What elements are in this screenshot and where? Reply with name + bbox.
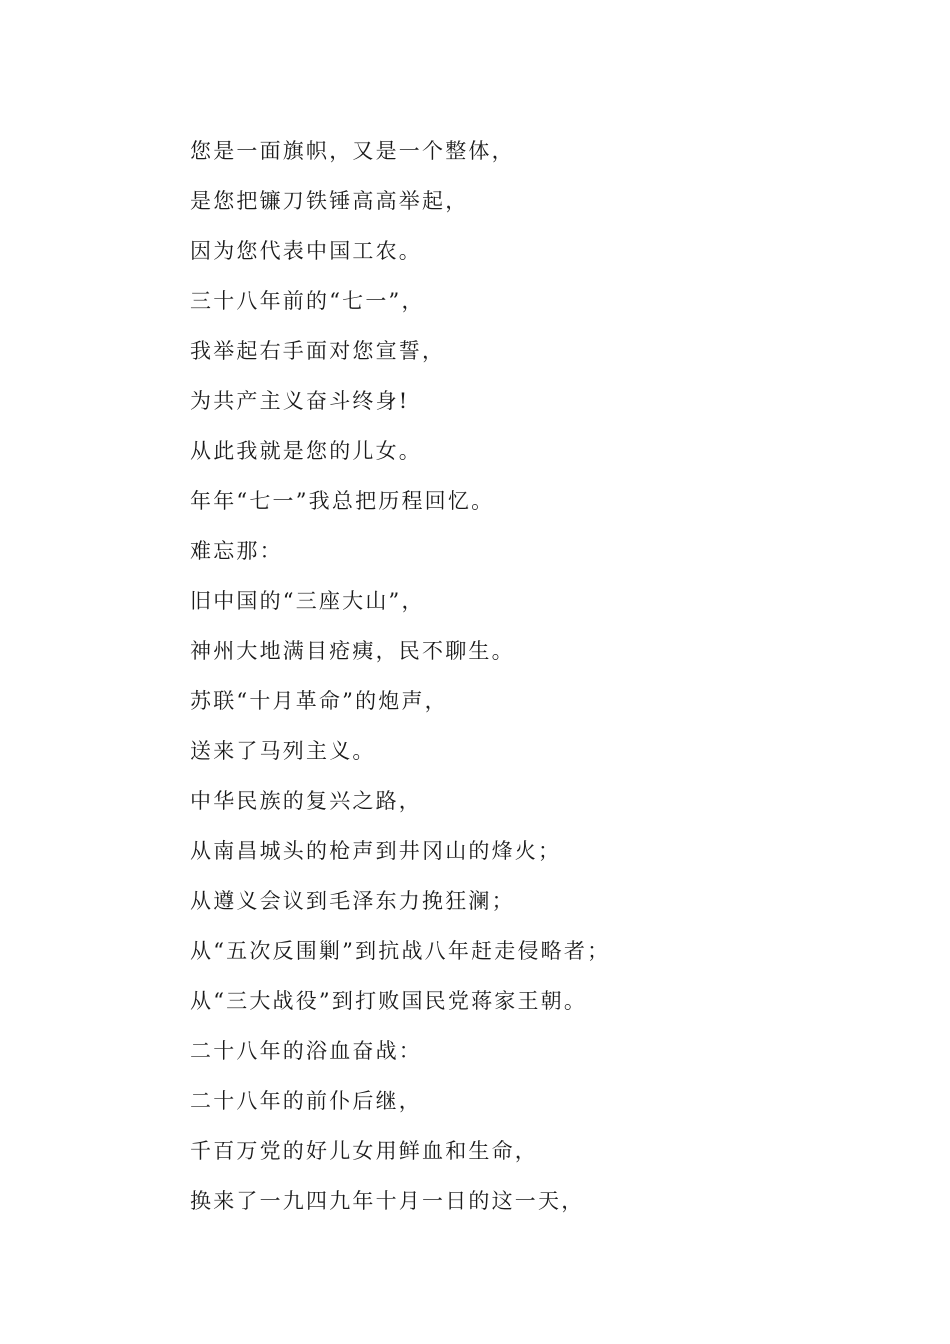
poem-line: 送来了马列主义。 bbox=[190, 739, 376, 763]
poem-line: 年年“七一”我总把历程回忆。 bbox=[190, 489, 495, 513]
poem-line: 旧中国的“三座大山”， bbox=[190, 589, 425, 613]
poem-line: 二十八年的浴血奋战： bbox=[190, 1039, 422, 1063]
poem-line: 因为您代表中国工农。 bbox=[190, 239, 422, 263]
poem-line: 千百万党的好儿女用鲜血和生命， bbox=[190, 1139, 538, 1163]
poem-line: 从“五次反围剿”到抗战八年赶走侵略者； bbox=[190, 939, 611, 963]
poem-line: 从“三大战役”到打败国民党蒋家王朝。 bbox=[190, 989, 588, 1013]
poem-line: 二十八年的前仆后继， bbox=[190, 1089, 422, 1113]
poem-line: 为共产主义奋斗终身! bbox=[190, 389, 410, 413]
poem-line: 中华民族的复兴之路， bbox=[190, 789, 422, 813]
poem-line: 我举起右手面对您宣誓， bbox=[190, 339, 446, 363]
poem-line: 从此我就是您的儿女。 bbox=[190, 439, 422, 463]
poem-line: 是您把镰刀铁锤高高举起， bbox=[190, 189, 469, 213]
poem-line: 从南昌城头的枪声到井冈山的烽火； bbox=[190, 839, 562, 863]
poem-line: 三十八年前的“七一”， bbox=[190, 289, 425, 313]
poem-line: 难忘那： bbox=[190, 539, 283, 563]
poem-line: 从遵义会议到毛泽东力挽狂澜； bbox=[190, 889, 515, 913]
poem-line: 换来了一九四九年十月一日的这一天， bbox=[190, 1189, 585, 1213]
poem-line: 您是一面旗帜，又是一个整体， bbox=[190, 139, 515, 163]
poem-text bbox=[190, 129, 610, 1229]
poem-line: 神州大地满目疮痍，民不聊生。 bbox=[190, 639, 515, 663]
poem-line: 苏联“十月革命”的炮声， bbox=[190, 689, 448, 713]
